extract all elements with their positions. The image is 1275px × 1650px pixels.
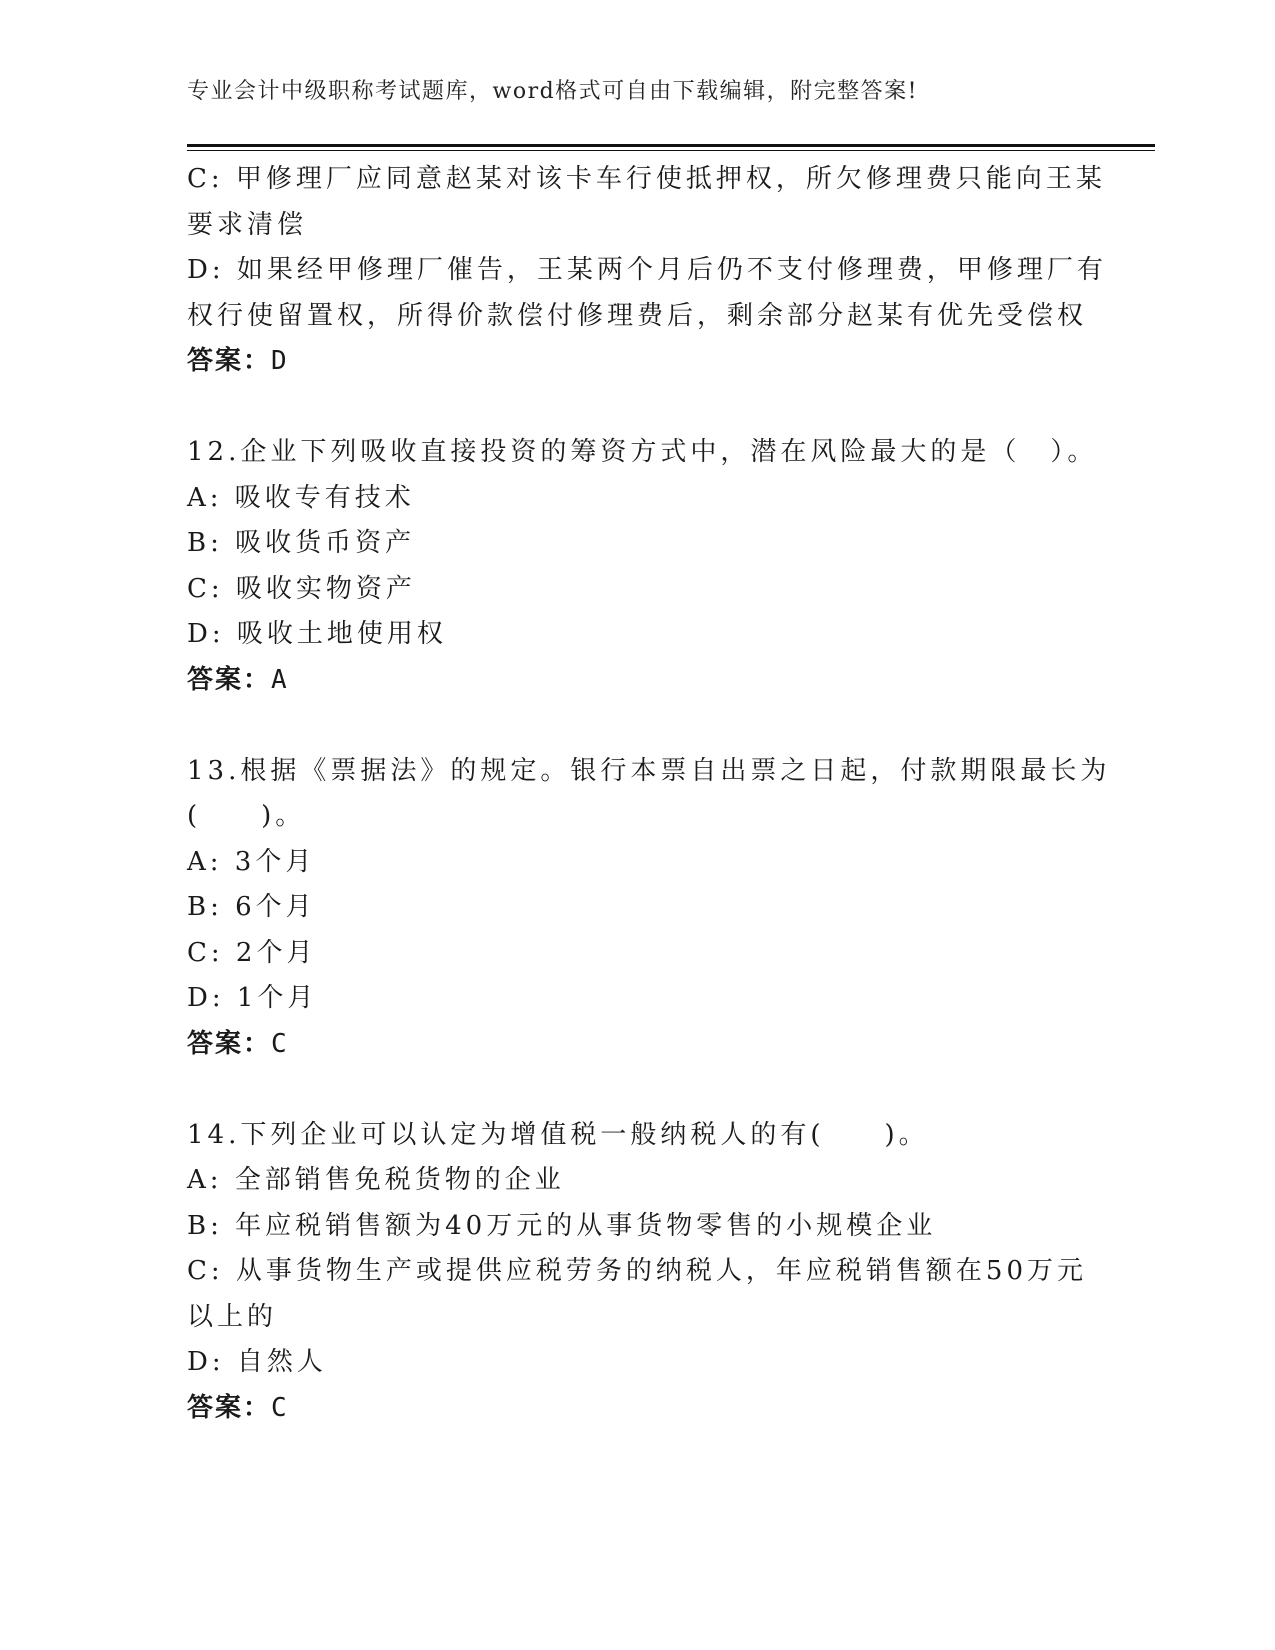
option-b: B: 6个月 bbox=[187, 892, 316, 922]
answer-value: C bbox=[271, 1392, 287, 1423]
question-13 bbox=[187, 749, 1111, 1068]
question-14 bbox=[187, 1113, 1087, 1432]
question-11-tail bbox=[187, 157, 1107, 385]
header-rule-thin bbox=[187, 150, 1155, 151]
header-rule-thick bbox=[187, 144, 1155, 147]
answer-label: 答案： bbox=[187, 664, 272, 695]
option-c: C: 吸收实物资产 bbox=[187, 573, 416, 604]
option-d: D: 自然人 bbox=[187, 1347, 327, 1377]
answer-line bbox=[187, 1022, 1087, 1068]
question-stem: ( )。 bbox=[187, 801, 306, 831]
option-a: A: 全部销售免税货物的企业 bbox=[187, 1165, 565, 1195]
answer-label: 答案： bbox=[187, 1392, 272, 1423]
answer-line bbox=[187, 1386, 1087, 1432]
spacer bbox=[187, 703, 1087, 749]
option-d-line: 权行使留置权，所得价款偿付修理费后，剩余部分赵某有优先受偿权 bbox=[187, 300, 1088, 331]
option-c: C: 2个月 bbox=[187, 937, 317, 968]
question-stem: 12.企业下列吸收直接投资的筹资方式中，潜在风险最大的是（ ）。 bbox=[187, 437, 1098, 467]
answer-line bbox=[187, 658, 1087, 704]
spacer bbox=[187, 385, 1087, 431]
option-d: D: 吸收土地使用权 bbox=[187, 619, 447, 649]
spacer bbox=[187, 1067, 1087, 1113]
page-header: 专业会计中级职称考试题库，word格式可自由下载编辑，附完整答案! bbox=[187, 79, 919, 104]
answer-label: 答案： bbox=[187, 1028, 272, 1059]
option-d-line: D: 如果经甲修理厂催告，王某两个月后仍不支付修理费，甲修理厂有 bbox=[187, 255, 1107, 285]
option-c: C: 从事货物生产或提供应税劳务的纳税人，年应税销售额在50万元 bbox=[187, 1256, 1088, 1286]
answer-value: D bbox=[271, 346, 287, 376]
option-c-line: 要求清偿 bbox=[187, 209, 308, 240]
answer-label: 答案： bbox=[187, 346, 272, 376]
answer-value: A bbox=[271, 664, 287, 695]
question-stem: 13.根据《票据法》的规定。银行本票自出票之日起，付款期限最长为 bbox=[187, 755, 1111, 786]
answer-value: C bbox=[271, 1028, 287, 1059]
question-content bbox=[187, 157, 1111, 1431]
question-12 bbox=[187, 430, 1098, 703]
option-c: 以上的 bbox=[187, 1301, 278, 1332]
option-a: A: 吸收专有技术 bbox=[187, 482, 415, 513]
option-a: A: 3个月 bbox=[187, 846, 316, 877]
option-d: D: 1个月 bbox=[187, 983, 318, 1013]
option-b: B: 年应税销售额为40万元的从事货物零售的小规模企业 bbox=[187, 1210, 937, 1241]
answer-line bbox=[187, 339, 1087, 385]
option-c-line: C: 甲修理厂应同意赵某对该卡车行使抵押权，所欠修理费只能向王某 bbox=[187, 164, 1106, 194]
question-stem: 14.下列企业可以认定为增值税一般纳税人的有( )。 bbox=[187, 1119, 929, 1150]
option-b: B: 吸收货币资产 bbox=[187, 528, 416, 558]
